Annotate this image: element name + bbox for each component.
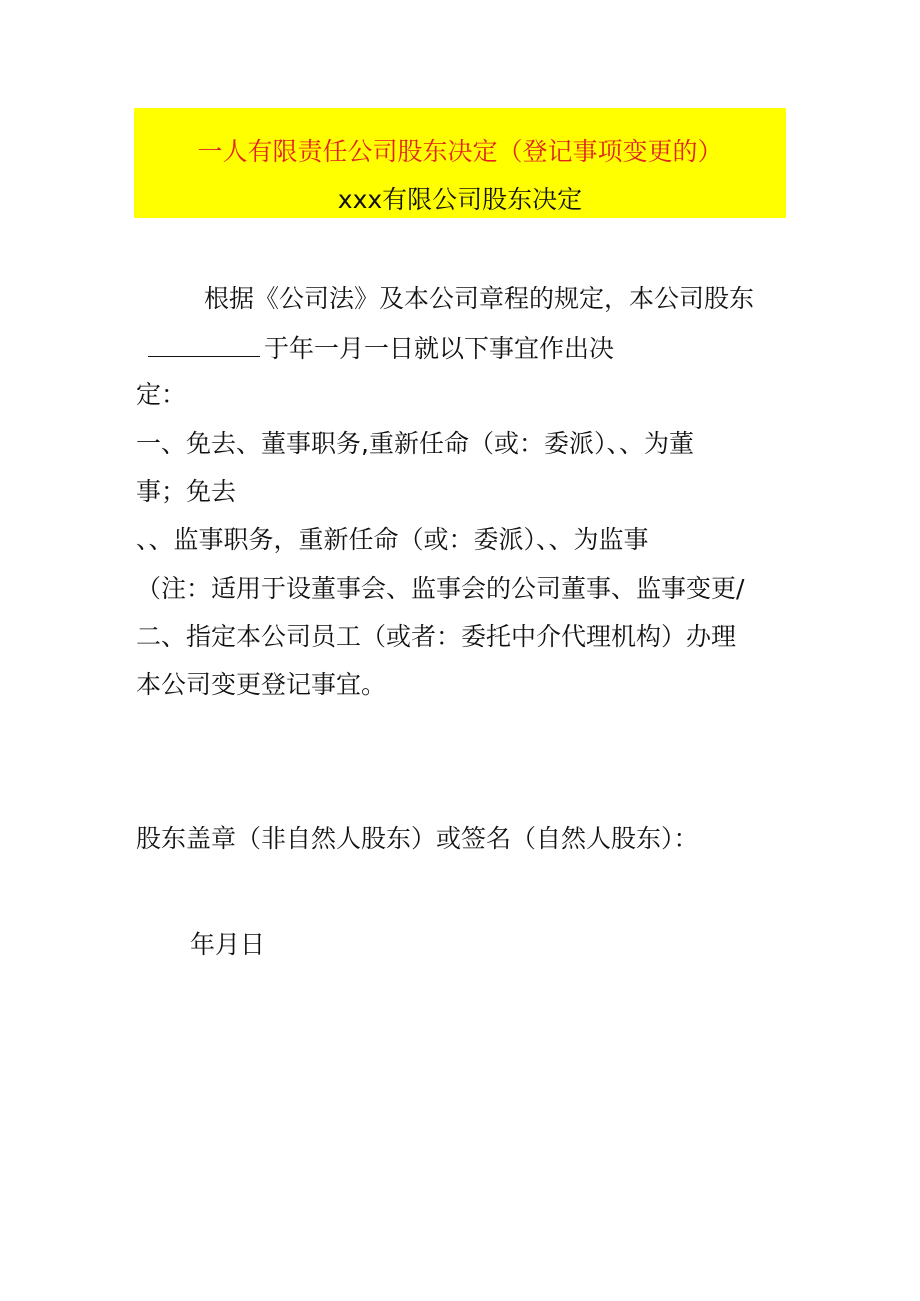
item-2-line-2: 本公司变更登记事宜。 <box>136 670 387 699</box>
shareholder-name-blank <box>148 334 260 357</box>
paragraph-1-line-1: 根据《公司法》及本公司章程的规定，本公司股东 <box>204 284 755 313</box>
title-banner <box>134 108 786 218</box>
item-1-line-1: 一、免去、董事职务,重新任命（或：委派）、、为董 <box>136 429 694 458</box>
paragraph-1-line-2-text: 于年一月一日就以下事宜作出决 <box>264 334 615 363</box>
document-title: 一人有限责任公司股东决定（登记事项变更的） <box>197 137 723 166</box>
item-1-line-2: 事；免去 <box>136 477 237 506</box>
document-subtitle: xxx有限公司股东决定 <box>337 185 583 214</box>
signature-label: 股东盖章（非自然人股东）或签名（自然人股东）： <box>136 824 699 853</box>
item-1-line-3: 、、监事职务，重新任命（或：委派）、、为监事 <box>136 525 649 554</box>
signature-date: 年月日 <box>190 930 266 959</box>
note-line: （注：适用于设董事会、监事会的公司董事、监事变更/ <box>136 574 745 603</box>
item-2-line-1: 二、指定本公司员工（或者：委托中介代理机构）办理 <box>136 622 737 651</box>
paragraph-1-line-3: 定： <box>136 380 187 409</box>
paragraph-1-line-2 <box>148 334 614 364</box>
